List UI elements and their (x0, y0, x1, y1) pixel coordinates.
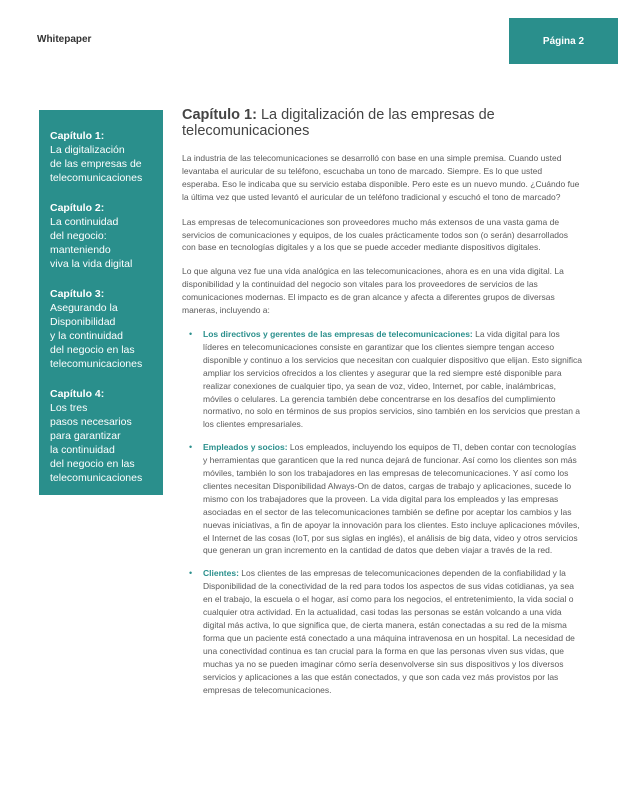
paragraph: Las empresas de telecomunicaciones son proveedores mucho más extensos de una vasta gama de servicios de comunicaciones y equipos, de los cuales prácticamente todos son (o serán) desarrollados con base en tecnologías digitales y a los que se puede acceder mediante dispositivos digitales. (182, 216, 569, 253)
list-item (182, 441, 582, 557)
sidebar-item-text: La continuidad del negocio: manteniendo viva la vida digital (50, 216, 133, 270)
sidebar-item-text: Los tres pasos necesarios para garantizar la continuidad del negocio en las telecomunicaciones (50, 402, 143, 484)
sidebar-item-title: Capítulo 3: (50, 288, 105, 300)
sidebar-item-title: Capítulo 2: (50, 202, 105, 214)
bullet-list (182, 328, 582, 696)
sidebar-item-title: Capítulo 1: (50, 130, 105, 142)
bullet-title: Clientes: (203, 568, 239, 579)
bullet-text: La vida digital para los líderes en telecomunicaciones consiste en garantizar que los clientes siempre tengan acceso disponible y continuo a los servicios que necesitan con cualquier dispositivo que elijan. Esto significa ampliar los servicios ofrecidos a los clientes y asegurar que la red siempre esté disponible para realizar conexiones de cualquier tipo, ya sean de voz, video, Internet, por cable, inalámbricas, móviles o celulares. La gerencia también debe concentrarse en los desafíos del cumplimiento normativo, no solo en términos de sus propios servicios, sino también en los servicios que prestan a los clientes empresariales. (203, 328, 582, 430)
paragraph: Lo que alguna vez fue una vida analógica en las telecomunicaciones, ahora es en una vida digital. La disponibilidad y la continuidad del negocio son vitales para los proveedores de servicios de las comunicaciones modernas. El impacto es de gran alcance y afecta a diferentes grupos de diversas maneras, incluyendo a: (182, 266, 564, 316)
chapter-sidebar (39, 110, 163, 495)
bullet-icon: • (189, 568, 193, 579)
paragraph: La industria de las telecomunicaciones se desarrolló con base en una simple premisa. Cuando usted levantaba el auricular de su teléfono, escuchaba un tono de marcado. Siempre. Es lo que usted esperaba. Eso le indicaba que su servicio estaba disponible. Pero este es un nuevo mundo. ¿Cuándo fue la última vez que usted levantó el auricular de un teléfono tradicional y escuchó el tono de marcado? (182, 153, 580, 202)
sidebar-item-chapter-2[interactable] (50, 201, 157, 271)
page-number-tab (509, 18, 618, 64)
sidebar-item-chapter-4[interactable] (50, 387, 157, 485)
bullet-text: Los empleados, incluyendo los equipos de TI, deben contar con tecnologías y herramientas que garanticen que la red nunca dejará de funcionar. Así como los clientes son más móviles, también lo son los trabajadores en las empresas de telecomunicaciones. Y así como los clientes necesitan Disponibilidad Always-On de datos, cargas de trabajo y aplicaciones, sucede lo mismo con los trabajadores que la proveen. La vida digital para los empleados y las empresas asociadas en el sector de las telecomunicaciones también se define por aceptar los cambios y las nuevas iniciativas, a fin de apoyar la innovación para los clientes. Esto incluye aplicaciones móviles, el Internet de las cosas (IoT, por sus siglas en inglés), el análisis de big data, video y otros servicios que generan un gran incremento en la cantidad de datos que deben viajar a través de la red. (203, 442, 580, 556)
main-content (182, 152, 582, 706)
chapter-title (182, 107, 582, 139)
sidebar-item-text: La digitalización de las empresas de telecomunicaciones (50, 144, 143, 184)
sidebar-item-text: Asegurando la Disponibilidad y la continuidad del negocio en las telecomunicaciones (50, 302, 143, 370)
bullet-text: Los clientes de las empresas de telecomunicaciones dependen de la confiabilidad y la Disponibilidad de la conectividad de la red para todos los aspectos de sus vidas cotidianas, ya sea en el trabajo, la escuela o el hogar, así como para los negocios, el entretenimiento, la vida social o cualquier otra actividad. En la actualidad, casi todas las personas se están volcando a una vida digital más activa, lo que significa que, de cierta manera, están conectadas a su red de la misma forma que un paciente está conectado a una máquina intravenosa en un hospital. La necesidad de una conectividad continua es tan crucial para la forma en que las personas viven sus vidas, que muchas ya no se pueden imaginar cómo sería desenvolverse sin sus dispositivos y los diversos servicios y aplicaciones a las que están conectados, y que son cada vez más provistos por las empresas de telecomunicaciones. (203, 568, 575, 695)
bullet-icon: • (189, 328, 193, 339)
page-number: Página 2 (542, 35, 585, 47)
bullet-title: Los directivos y gerentes de las empresas de telecomunicaciones: (203, 328, 473, 339)
bullet-title: Empleados y socios: (203, 442, 288, 453)
chapter-title-text: La digitalización de las empresas de telecomunicaciones (182, 107, 495, 139)
chapter-title-number: Capítulo 1: (182, 107, 257, 123)
sidebar-item-chapter-1[interactable] (50, 129, 157, 185)
document-label: Whitepaper (37, 34, 92, 45)
sidebar-item-title: Capítulo 4: (50, 388, 105, 400)
sidebar-item-chapter-3[interactable] (50, 287, 157, 371)
list-item (182, 328, 582, 431)
list-item (182, 567, 582, 696)
bullet-icon: • (189, 442, 193, 453)
